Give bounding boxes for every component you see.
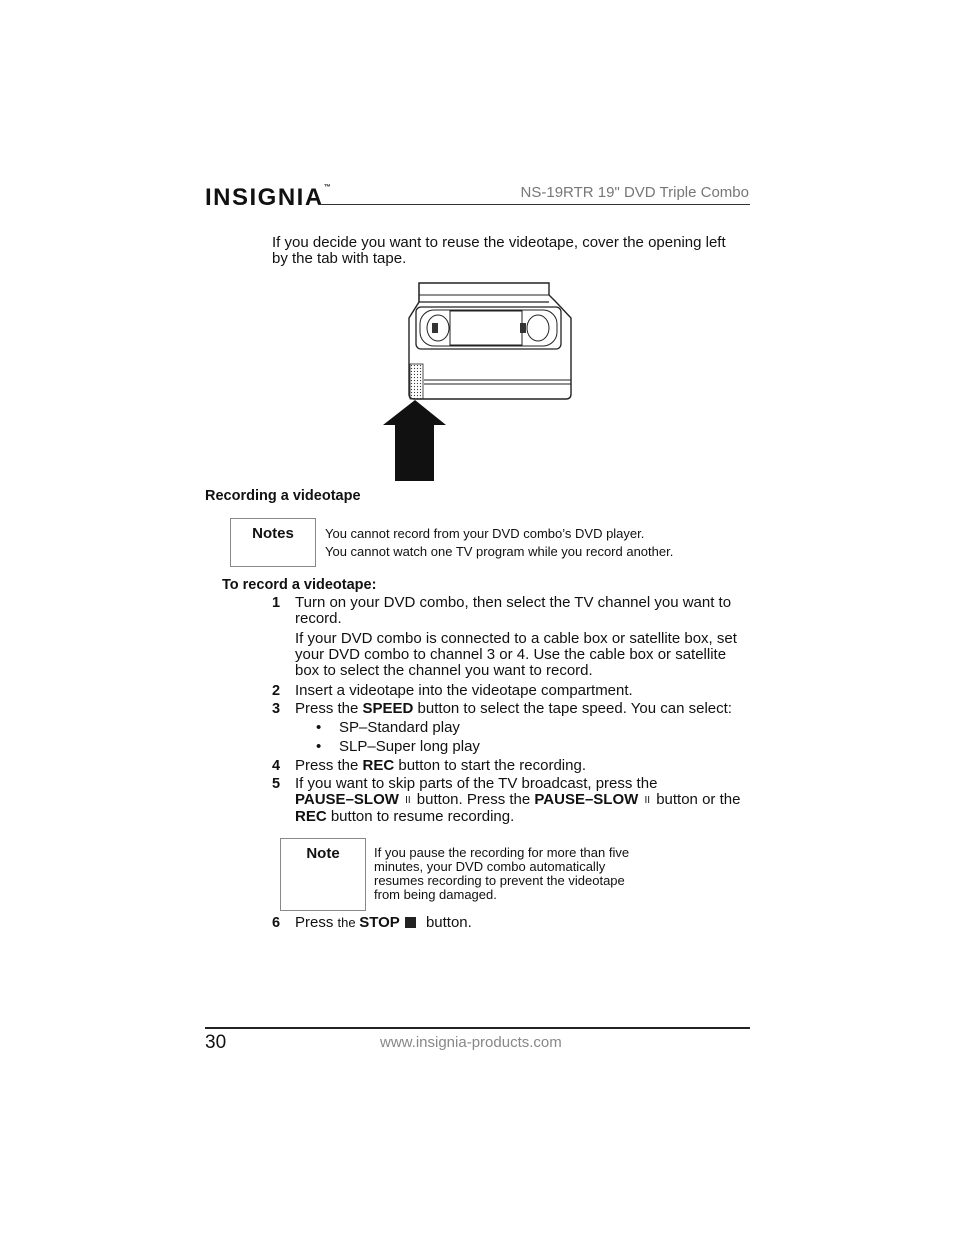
section-heading: Recording a videotape (205, 488, 361, 504)
note-label-box (280, 838, 366, 911)
bullet-item: SLP–Super long play (339, 738, 480, 755)
note-line: from being damaged. (374, 887, 497, 902)
trademark-mark: ™ (323, 184, 331, 191)
step-5-line: If you want to skip parts of the TV broadcast, press the (295, 775, 658, 792)
step-1-extra-line: box to select the channel you want to record. (295, 662, 593, 679)
step-number: 2 (272, 683, 281, 699)
text-span: button to select the tape speed. You can select: (413, 700, 732, 717)
text-span: Press the (295, 700, 363, 717)
text-span: button to resume recording. (326, 808, 515, 825)
rec-button-name: REC (362, 757, 395, 774)
videotape-illustration (380, 280, 580, 485)
step-1-extra (295, 631, 737, 679)
note-line: resumes recording to prevent the videotape (374, 873, 625, 888)
notes-label-box (230, 518, 316, 567)
cassette-icon (409, 283, 571, 399)
arrow-up-icon (383, 400, 446, 481)
step-5-line (295, 792, 740, 809)
step-6-text (295, 915, 472, 931)
text-span: button to start the recording. (394, 757, 586, 774)
step-5-text (295, 776, 740, 825)
intro-line-2: by the tab with tape. (272, 250, 407, 267)
stop-icon (405, 917, 416, 928)
stop-button-name: STOP (359, 914, 400, 931)
speed-button-name: SPEED (362, 700, 414, 717)
step-3-text (295, 701, 732, 717)
pause-icon: II (644, 795, 651, 806)
pause-slow-button-name: PAUSE–SLOW (295, 791, 399, 808)
text-span: button. (421, 914, 472, 931)
step-1-text (295, 595, 731, 627)
note-text (374, 846, 629, 902)
model-title: NS-19RTR 19" DVD Triple Combo (520, 184, 749, 201)
step-5-line (295, 809, 740, 825)
step-2-text: Insert a videotape into the videotape compartment. (295, 682, 633, 699)
header-rule (318, 204, 750, 205)
intro-paragraph (272, 235, 726, 267)
step-4-text (295, 758, 586, 774)
bullet-marker: • (316, 738, 322, 755)
step-1-extra-line: If your DVD combo is connected to a cable box or satellite box, set (295, 630, 737, 647)
step-1-line: Turn on your DVD combo, then select the TV channel you want to (295, 594, 732, 611)
step-number: 5 (272, 776, 281, 792)
step-number: 3 (272, 701, 281, 717)
step-number: 6 (272, 915, 281, 931)
bullet-item: SP–Standard play (339, 719, 460, 736)
rec-button-name: REC (295, 808, 327, 825)
step-number: 4 (272, 758, 281, 774)
note-line: minutes, your DVD combo automatically (374, 859, 606, 874)
step-number: 1 (272, 595, 281, 611)
notes-label: Notes (252, 525, 294, 542)
footer-rule (205, 1027, 750, 1029)
step-1-line: record. (295, 610, 342, 627)
text-span: Press (295, 914, 338, 931)
note-label: Note (306, 845, 340, 862)
pause-slow-button-name: PAUSE–SLOW (534, 791, 639, 808)
notes-text (325, 525, 673, 561)
pause-icon: II (405, 795, 411, 806)
text-span: button or the (652, 791, 741, 808)
bullet-marker: • (316, 719, 322, 736)
brand-logo-text: INSIGNIA (205, 184, 324, 211)
procedure-heading: To record a videotape: (222, 577, 377, 593)
text-span: button. Press the (412, 791, 535, 808)
brand-logo (205, 184, 331, 212)
note-line: If you pause the recording for more than five (374, 845, 630, 860)
page-number: 30 (205, 1032, 227, 1053)
footer-url: www.insignia-products.com (380, 1034, 562, 1051)
note-item: You cannot watch one TV program while you record another. (325, 544, 674, 559)
note-item: You cannot record from your DVD combo’s DVD player. (325, 526, 645, 541)
text-span: Press the (295, 757, 363, 774)
step-1-extra-line: your DVD combo to channel 3 or 4. Use the cable box or satellite (295, 646, 727, 663)
intro-line-1: If you decide you want to reuse the videotape, cover the opening left (272, 234, 726, 251)
text-span: the (337, 915, 360, 930)
